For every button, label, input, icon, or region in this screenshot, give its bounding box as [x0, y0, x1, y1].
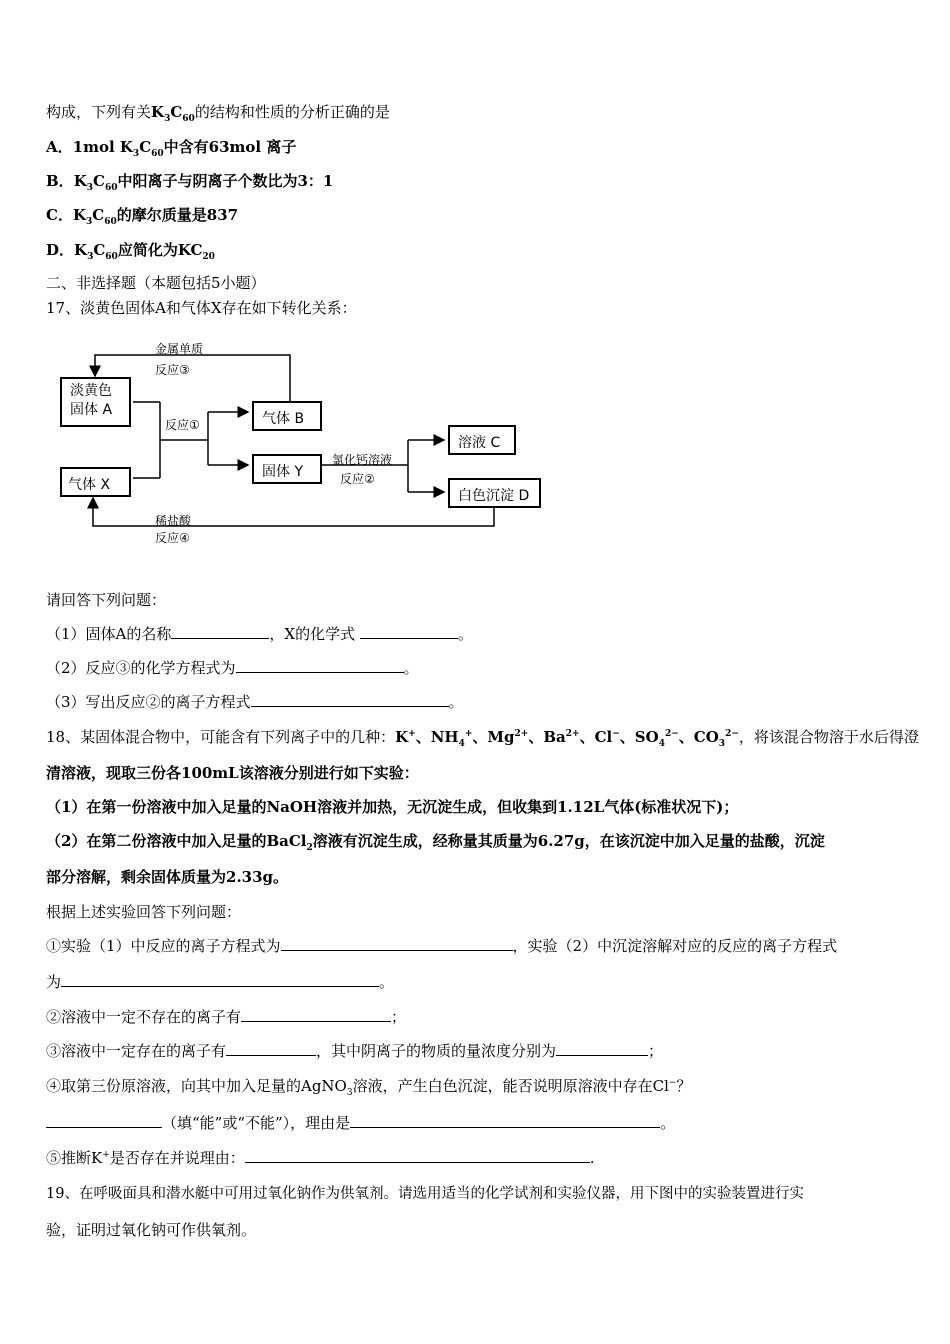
- answer-blank[interactable]: [241, 1007, 391, 1022]
- q18-answer1b: 为 。: [46, 973, 395, 991]
- q18-answer2: ②溶液中一定不存在的离子有 ；: [46, 1008, 407, 1026]
- label-reaction-3: 反应③: [155, 363, 190, 377]
- q18-line1: 18、某固体混合物中，可能含有下列离子中的几种：K+、$NH_4^+$、$Mg^{2+}$、$Ba^{2+}$、Cl−、$SO_4^{2-}$、$CO_3^{2-}$，将该混合物溶于水后得澄: [46, 728, 919, 749]
- q17-sub3: （3）写出反应②的离子方程式 。: [46, 693, 464, 711]
- q17-prompt: 请回答下列问题：: [46, 591, 167, 609]
- answer-blank[interactable]: [61, 972, 379, 987]
- q19-line2: 验，证明过氧化钠可作供氧剂。: [46, 1221, 257, 1239]
- q16-option-b: B．$K_3C_{60}$中阳离子与阴离子个数比为3：1: [46, 172, 334, 193]
- q18-line2: 清溶液，现取三份各100mL该溶液分别进行如下实验：: [46, 764, 419, 782]
- box-solid-a: 淡黄色 固体 A: [60, 377, 131, 427]
- label-reaction-2: 反应②: [340, 472, 375, 486]
- q18-answer1: ①实验（1）中反应的离子方程式为 ，实验（2）中沉淀溶解对应的反应的离子方程式: [46, 937, 838, 955]
- answer-blank[interactable]: [556, 1041, 648, 1056]
- arrow-d-to-x: [93, 498, 494, 526]
- q17-title: 17、淡黄色固体A和气体X存在如下转化关系：: [46, 299, 357, 317]
- q18-line3: （1）在第一份溶液中加入足量的NaOH溶液并加热，无沉淀生成，但收集到1.12L气体(标准状况下)；: [46, 798, 739, 816]
- answer-blank[interactable]: [226, 1041, 316, 1056]
- answer-blank[interactable]: [46, 1113, 162, 1128]
- answer-blank[interactable]: [251, 692, 449, 707]
- label-reaction-4: 反应④: [155, 531, 190, 545]
- q18-line6: 根据上述实验回答下列问题：: [46, 903, 242, 921]
- label-hcl: 稀盐酸: [155, 514, 192, 528]
- label-reaction-1: 反应①: [165, 418, 200, 432]
- answer-blank[interactable]: [360, 624, 458, 639]
- q19-line1: 19、在呼吸面具和潜水艇中可用过氧化钠作为供氧剂。请选用适当的化学试剂和实验仪器，用下图中的实验装置进行实: [46, 1186, 804, 1202]
- box-gas-x: 气体 X: [60, 467, 131, 497]
- answer-blank[interactable]: [281, 936, 513, 951]
- q16-option-c: C．$K_3C_{60}$的摩尔质量是837: [46, 206, 239, 227]
- answer-blank[interactable]: [350, 1113, 660, 1128]
- q18-answer4b: （填“能”或“不能”），理由是 。: [46, 1113, 675, 1133]
- q17-diagram: [0, 330, 600, 560]
- q17-sub2: （2）反应③的化学方程式为 。: [46, 659, 419, 677]
- q16-option-d: D．$K_3C_{60}$应简化为$KC_{20}$: [46, 241, 215, 262]
- box-solid-y: 固体 Y: [252, 454, 322, 484]
- box-precipitate-d: 白色沉淀 D: [448, 478, 541, 508]
- q18-line5: 部分溶解，剩余固体质量为2.33g。: [46, 868, 289, 886]
- answer-blank[interactable]: [171, 624, 269, 639]
- q17-sub1: （1）固体A的名称 ，X的化学式 。: [46, 625, 473, 643]
- q16-option-a: A．1mol $K_3C_{60}$中含有63mol 离子: [46, 138, 297, 159]
- q18-answer5: ⑤推断K+是否存在并说理由： .: [46, 1149, 595, 1167]
- answer-blank[interactable]: [236, 658, 404, 673]
- q18-answer4: ④取第三份原溶液，向其中加入足量的AgNO$_3$溶液，产生白色沉淀，能否说明原溶液中存在Cl−？: [46, 1077, 692, 1098]
- label-cacl2: 氯化钙溶液: [332, 453, 393, 467]
- label-metal: 金属单质: [155, 342, 204, 356]
- q18-answer3: ③溶液中一定存在的离子有 ，其中阴离子的物质的量浓度分别为 ；: [46, 1042, 664, 1060]
- box-gas-b: 气体 B: [252, 401, 322, 431]
- q18-line4: （2）在第二份溶液中加入足量的BaCl$_2$溶液有沉淀生成，经称量其质量为6.27g，在该沉淀中加入足量的盐酸，沉淀: [46, 832, 825, 853]
- box-solution-c: 溶液 C: [448, 425, 516, 455]
- q16-stem: 构成，下列有关$K_3C_{60}$的结构和性质的分析正确的是: [46, 103, 390, 124]
- section-heading: 二、非选择题（本题包括5小题）: [46, 274, 266, 292]
- answer-blank[interactable]: [245, 1148, 590, 1163]
